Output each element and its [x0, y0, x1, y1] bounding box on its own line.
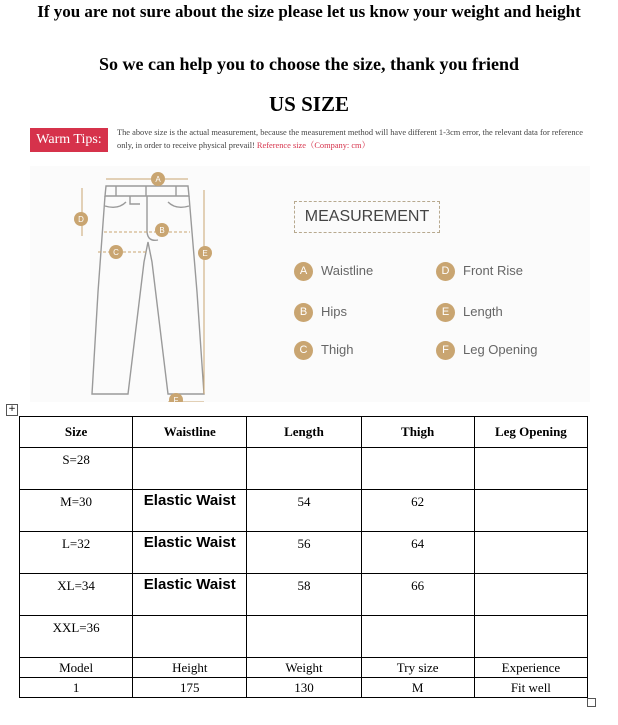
warm-tips-banner [30, 124, 590, 158]
header-length[interactable]: Length [247, 417, 361, 448]
header-leg-opening[interactable]: Leg Opening [474, 417, 587, 448]
cell-leg-opening[interactable] [474, 532, 587, 574]
legend-label: Length [463, 304, 503, 319]
cell-waistline[interactable] [133, 616, 247, 658]
table-row [20, 616, 588, 658]
model-header-row [20, 658, 588, 678]
model-value-row [20, 678, 588, 698]
svg-text:F: F [173, 396, 179, 402]
reference-size-note: Reference size（Company: cm） [256, 141, 370, 150]
legend-label: Waistline [321, 263, 374, 278]
pants-diagram-icon [70, 172, 260, 402]
cell-thigh[interactable]: 66 [361, 574, 474, 616]
header-thigh[interactable]: Thigh [361, 417, 474, 448]
svg-text:A: A [155, 175, 161, 184]
size-table [19, 416, 588, 698]
cell-waistline[interactable]: Elastic Waist [133, 574, 247, 616]
model-header-weight[interactable]: Weight [247, 658, 361, 678]
letter-b-icon: B [294, 303, 313, 322]
cell-thigh[interactable] [361, 616, 474, 658]
warm-tips-badge: Warm Tips: [30, 128, 108, 152]
model-value-height[interactable]: 175 [133, 678, 247, 698]
letter-f-icon: F [436, 341, 455, 360]
cell-size[interactable]: M=30 [20, 490, 133, 532]
legend-label: Leg Opening [463, 342, 538, 357]
model-value-try-size[interactable]: M [361, 678, 474, 698]
table-row [20, 532, 588, 574]
cell-waistline[interactable] [133, 448, 247, 490]
move-handle-icon[interactable]: + [6, 404, 18, 416]
model-value-experience[interactable]: Fit well [474, 678, 587, 698]
model-value-weight[interactable]: 130 [247, 678, 361, 698]
svg-text:B: B [159, 226, 165, 235]
cell-leg-opening[interactable] [474, 616, 587, 658]
letter-d-icon: D [436, 262, 455, 281]
warm-tips-body: The above size is the actual measurement, because the measurement method will have different 1-3cm error, the relevant data for reference only, in order to receive physical prevail! [117, 128, 583, 150]
cell-leg-opening[interactable] [474, 448, 587, 490]
cell-length[interactable] [247, 448, 361, 490]
cell-length[interactable] [247, 616, 361, 658]
model-header-experience[interactable]: Experience [474, 658, 587, 678]
letter-c-icon: C [294, 341, 313, 360]
cell-leg-opening[interactable] [474, 490, 587, 532]
table-row [20, 448, 588, 490]
legend-label: Front Rise [463, 263, 523, 278]
measurement-diagram [30, 166, 590, 402]
letter-e-icon: E [436, 303, 455, 322]
table-row [20, 490, 588, 532]
cell-size[interactable]: S=28 [20, 448, 133, 490]
cell-thigh[interactable] [361, 448, 474, 490]
svg-text:E: E [202, 249, 208, 258]
table-header-row [20, 417, 588, 448]
legend-label: Hips [321, 304, 348, 319]
svg-text:D: D [78, 215, 84, 224]
header-size[interactable]: Size [20, 417, 133, 448]
measurement-title: MEASUREMENT [294, 201, 440, 233]
cell-size[interactable]: L=32 [20, 532, 133, 574]
size-title: US SIZE [269, 92, 349, 116]
letter-a-icon: A [294, 262, 313, 281]
cell-waistline[interactable]: Elastic Waist [133, 490, 247, 532]
cell-leg-opening[interactable] [474, 574, 587, 616]
cell-length[interactable]: 56 [247, 532, 361, 574]
cell-thigh[interactable]: 62 [361, 490, 474, 532]
table-row [20, 574, 588, 616]
model-header-height[interactable]: Height [133, 658, 247, 678]
svg-text:C: C [113, 248, 119, 257]
cell-waistline[interactable]: Elastic Waist [133, 532, 247, 574]
cell-length[interactable]: 58 [247, 574, 361, 616]
cell-size[interactable]: XXL=36 [20, 616, 133, 658]
model-value-model[interactable]: 1 [20, 678, 133, 698]
instruction-line-1: If you are not sure about the size please let us know your weight and height [37, 2, 581, 21]
resize-handle-icon[interactable] [587, 698, 596, 707]
model-header-try-size[interactable]: Try size [361, 658, 474, 678]
model-header-model[interactable]: Model [20, 658, 133, 678]
legend-label: Thigh [321, 342, 354, 357]
cell-size[interactable]: XL=34 [20, 574, 133, 616]
warm-tips-text [117, 126, 587, 152]
header-waistline[interactable]: Waistline [133, 417, 247, 448]
instruction-line-2: So we can help you to choose the size, thank you friend [98, 54, 520, 74]
cell-thigh[interactable]: 64 [361, 532, 474, 574]
cell-length[interactable]: 54 [247, 490, 361, 532]
